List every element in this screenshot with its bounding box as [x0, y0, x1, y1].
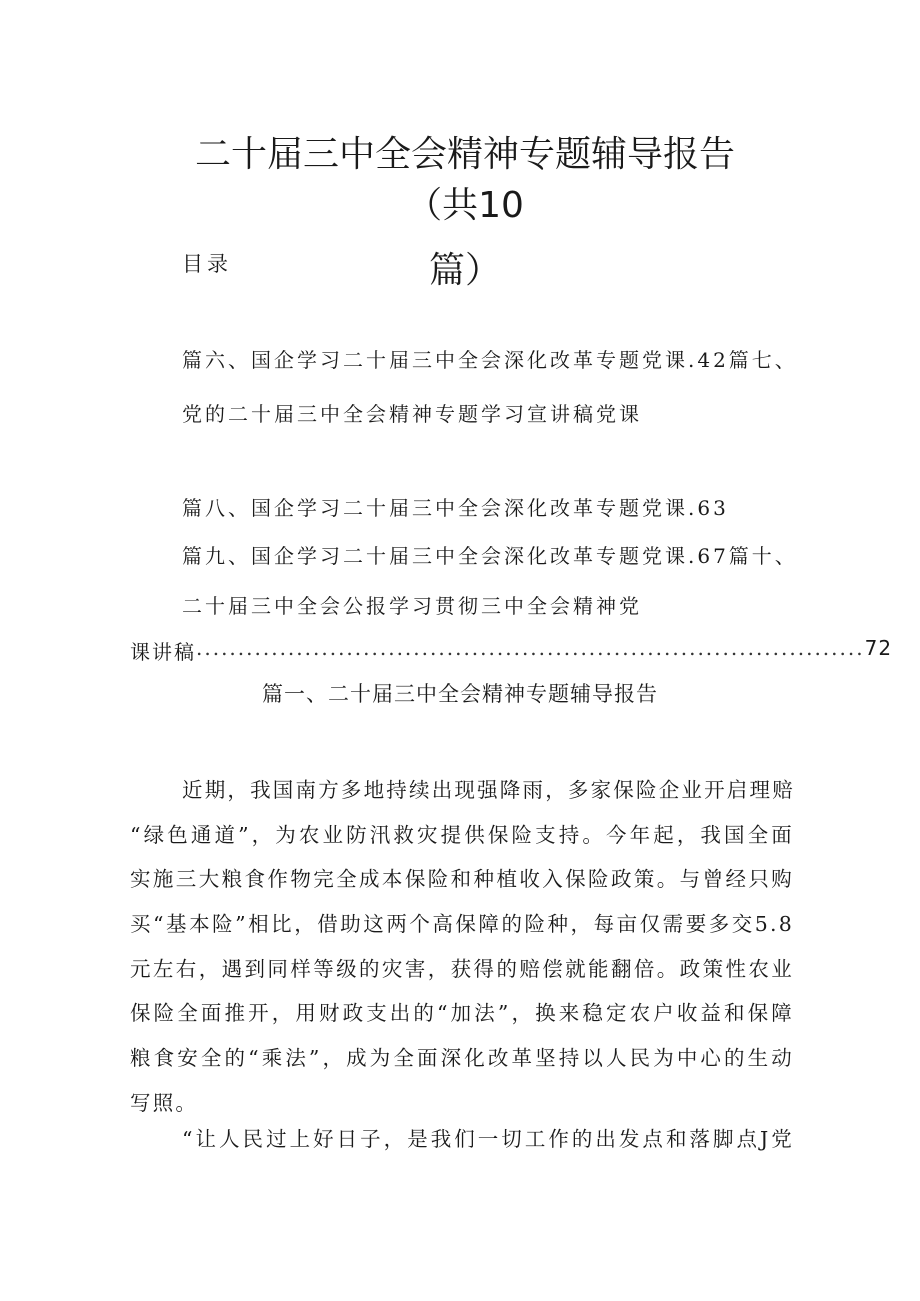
toc-line: 篇九、国企学习二十届三中全会深化改革专题党课.67篇十、	[182, 544, 798, 568]
toc-line: 篇六、国企学习二十届三中全会深化改革专题党课.42篇七、	[182, 348, 798, 372]
paragraph-line: 元左右，遇到同样等级的灾害，获得的赔偿就能翻倍。政策性农业	[130, 956, 794, 981]
document-title	[160, 126, 770, 293]
paragraph-line: 实施三大粮食作物完全成本保险和种植收入保险政策。与曾经只购	[130, 867, 794, 892]
paragraph-line: 粮食安全的“乘法”，成为全面深化改革坚持以人民为中心的生动	[130, 1046, 794, 1071]
toc-line-last	[130, 636, 893, 665]
section-heading: 篇一、二十届三中全会精神专题辅导报告	[262, 682, 658, 706]
title-line-2: 篇）	[428, 250, 501, 291]
title-line-1: 二十届三中全会精神专题辅导报告（共10	[194, 134, 735, 226]
paragraph-line: “绿色通道”，为农业防汛救灾提供保险支持。今年起，我国全面	[130, 822, 794, 847]
paragraph-line: 保险全面推开，用财政支出的“加法”，换来稳定农户收益和保障	[130, 1001, 794, 1026]
toc-page-number: 72	[864, 636, 893, 660]
paragraph-line: 买“基本险”相比，借助这两个高保障的险种，每亩仅需要多交5.8	[130, 912, 794, 937]
paragraph-1	[130, 768, 794, 1126]
paragraph-2	[130, 1117, 794, 1162]
paragraph-line: 写照。	[130, 1090, 199, 1115]
toc-label: 目录	[182, 252, 232, 276]
toc-line: 党的二十届三中全会精神专题学习宣讲稿党课	[182, 402, 642, 426]
toc-leader-dots: ................................................................................	[196, 636, 865, 660]
toc-line: 篇八、国企学习二十届三中全会深化改革专题党课.63	[182, 496, 729, 520]
paragraph-line: 近期，我国南方多地持续出现强降雨，多家保险企业开启理赔	[182, 778, 795, 802]
paragraph-line: “让人民过上好日子，是我们一切工作的出发点和落脚点J党	[182, 1127, 794, 1151]
toc-line: 二十届三中全会公报学习贯彻三中全会精神党	[182, 594, 642, 618]
toc-entry-text: 课讲稿	[130, 640, 196, 664]
